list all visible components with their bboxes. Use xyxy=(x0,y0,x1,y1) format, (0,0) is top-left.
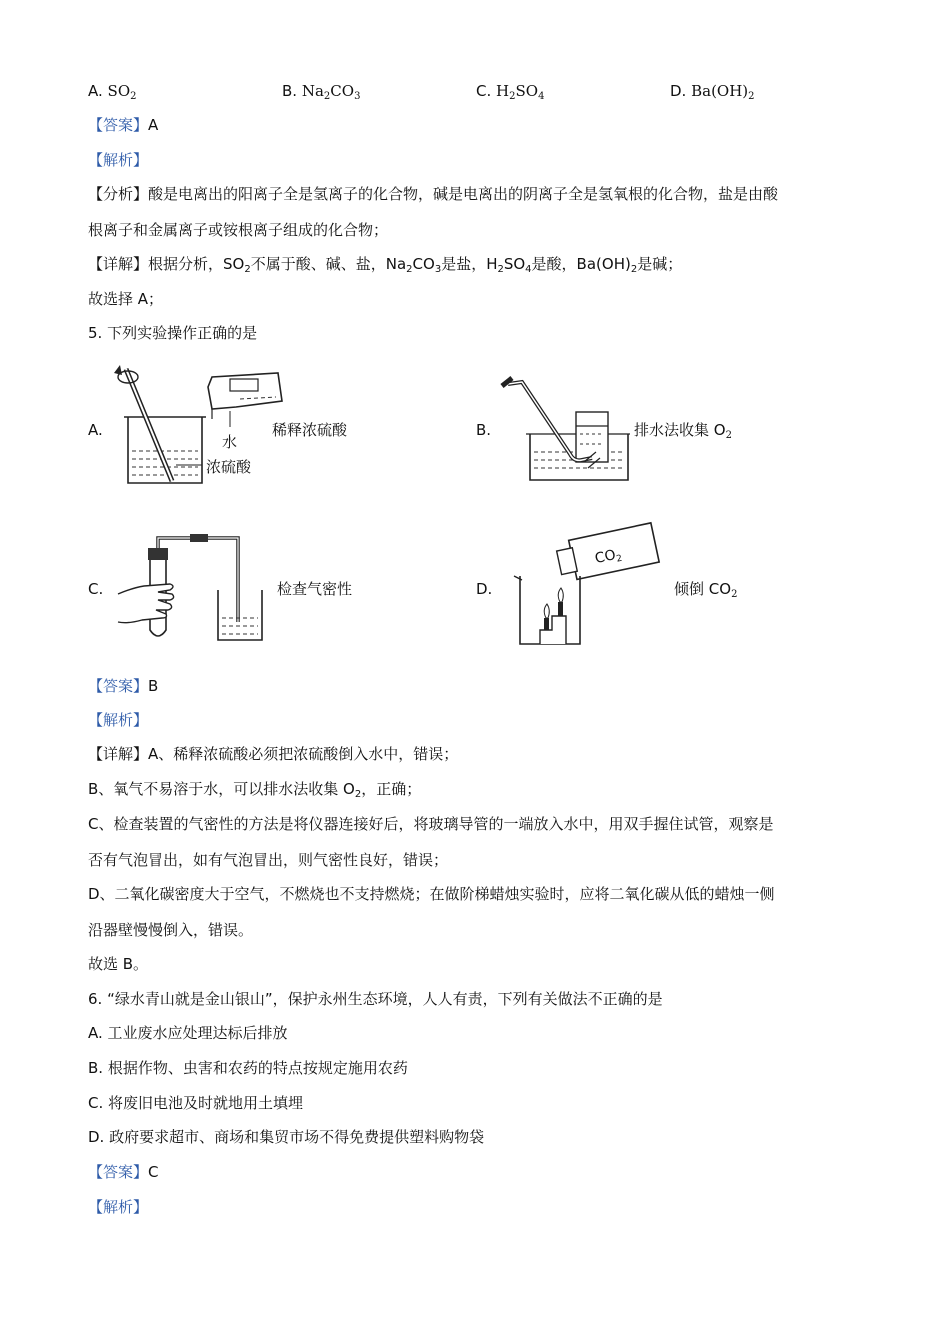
q5-fig-a-water-text: 水 xyxy=(222,433,238,451)
q5-fig-b-diagram xyxy=(500,372,630,487)
q5-fig-d-label: D. xyxy=(476,580,493,598)
q5-fig-d-diagram xyxy=(510,518,670,650)
q4-analysis-tag: 【解析】 xyxy=(88,151,149,169)
q5-fig-c-label: C. xyxy=(88,580,104,598)
q6-option-d: D. 政府要求超市、商场和集贸市场不得免费提供塑料购物袋 xyxy=(88,1128,485,1146)
q5-fig-a-caption: 稀释浓硫酸 xyxy=(272,421,348,439)
q6-option-c: C. 将废旧电池及时就地用土填埋 xyxy=(88,1094,304,1112)
q5-choose: 故选 B。 xyxy=(88,955,149,973)
q4-option-d: D. $Ba(OH)_2$ xyxy=(670,82,755,102)
q6-analysis-tag: 【解析】 xyxy=(88,1198,149,1216)
q5-fig-d-bottle-text: $CO_2$ xyxy=(593,547,624,568)
q5-question: 5. 下列实验操作正确的是 xyxy=(88,324,258,342)
q5-answer: 【答案】B xyxy=(88,677,159,695)
q5-fig-b-label: B. xyxy=(476,421,492,439)
q5-fig-a-label: A. xyxy=(88,421,103,439)
q4-choose: 故选择 A； xyxy=(88,290,164,308)
q4-option-a: A. $SO_2$ xyxy=(88,82,137,102)
q6-answer: 【答案】C xyxy=(88,1163,159,1181)
q6-option-b: B. 根据作物、虫害和农药的特点按规定施用农药 xyxy=(88,1059,408,1077)
q4-fenxi-line2: 根离子和金属离子或铵根离子组成的化合物； xyxy=(88,221,389,239)
q5-fig-b-caption: 排水法收集 $O_2$ xyxy=(634,421,732,441)
q4-option-b: B. $Na_2CO_3$ xyxy=(282,82,361,102)
q5-detail-c-line2: 否有气泡冒出，如有气泡冒出，则气密性良好，错误； xyxy=(88,851,449,869)
q5-detail-a: 【详解】A、稀释浓硫酸必须把浓硫酸倒入水中，错误； xyxy=(88,745,459,763)
q5-detail-b: B、氧气不易溶于水，可以排水法收集 $O_2$，正确； xyxy=(88,780,422,800)
q4-fenxi-line1: 【分析】酸是电离出的阳离子全是氢离子的化合物，碱是电离出的阴离子全是氢氧根的化合物，盐是由酸 xyxy=(88,185,779,203)
q6-option-a: A. 工业废水应处理达标后排放 xyxy=(88,1024,288,1042)
q6-question: 6. “绿水青山就是金山银山”，保护永州生态环境，人人有责，下列有关做法不正确的是 xyxy=(88,990,663,1008)
q5-fig-d-caption: 倾倒 $CO_2$ xyxy=(674,580,738,600)
q5-fig-c-caption: 检查气密性 xyxy=(277,580,353,598)
q5-fig-c-diagram xyxy=(118,530,278,645)
q5-detail-d-line2: 沿器壁慢慢倒入，错误。 xyxy=(88,921,254,939)
q5-fig-a-diagram xyxy=(100,355,300,490)
q4-option-c: C. $H_2SO_4$ xyxy=(476,82,545,102)
q5-detail-d-line1: D、二氧化碳密度大于空气，不燃烧也不支持燃烧；在做阶梯蜡烛实验时，应将二氧化碳从低的蜡烛一侧 xyxy=(88,885,775,903)
q5-fig-a-acid-text: 浓硫酸 xyxy=(206,458,252,476)
q4-detail: 【详解】根据分析，$SO_2$不属于酸、碱、盐，$Na_2CO_3$是盐，$H_2SO_4$是酸，$Ba(OH)_2$是碱； xyxy=(88,255,683,275)
q5-analysis-tag: 【解析】 xyxy=(88,711,149,729)
q4-answer: 【答案】A xyxy=(88,116,159,134)
q5-detail-c-line1: C、检查装置的气密性的方法是将仪器连接好后，将玻璃导管的一端放入水中，用双手握住试管，观察是 xyxy=(88,815,774,833)
